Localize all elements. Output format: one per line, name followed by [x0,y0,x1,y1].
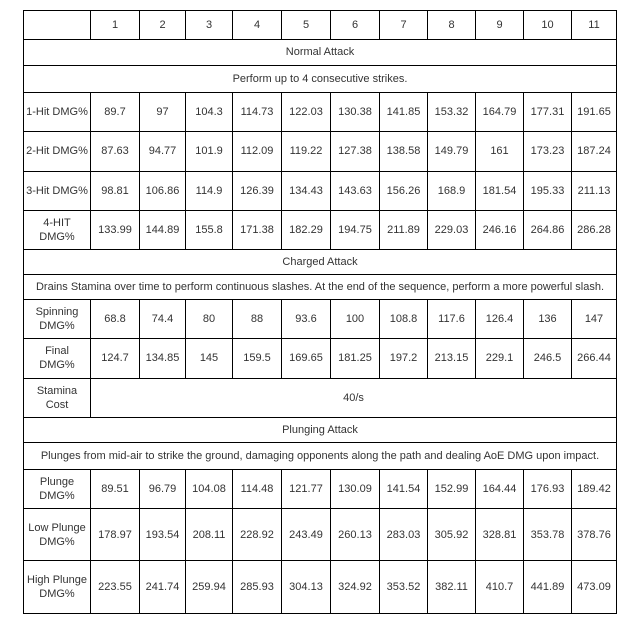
value-cell: 193.54 [140,508,186,561]
table-row [24,210,617,249]
level-header: 9 [476,11,524,40]
value-cell: 141.85 [380,92,428,131]
value-cell: 410.7 [476,561,524,614]
section-title-row [24,418,617,443]
level-header: 5 [282,11,331,40]
table-row [24,299,617,338]
value-cell: 114.9 [186,171,233,210]
normal-attack-title: Normal Attack [24,40,617,65]
normal-attack-description: Perform up to 4 consecutive strikes. [24,65,617,92]
value-cell: 156.26 [380,171,428,210]
level-header: 3 [186,11,233,40]
section-title-row [24,40,617,65]
value-cell: 473.09 [572,561,617,614]
value-cell: 266.44 [572,339,617,378]
section-desc-row [24,443,617,469]
value-cell: 195.33 [524,171,572,210]
value-cell: 141.54 [380,469,428,508]
value-cell: 134.43 [282,171,331,210]
value-cell: 144.89 [140,210,186,249]
value-cell: 134.85 [140,339,186,378]
row-label: Stamina Cost [24,378,91,417]
value-cell: 104.08 [186,469,233,508]
value-cell: 117.6 [428,299,476,338]
value-cell: 145 [186,339,233,378]
level-header: 1 [91,11,140,40]
table-row [24,561,617,614]
plunging-attack-title: Plunging Attack [24,418,617,443]
value-cell: 96.79 [140,469,186,508]
value-cell: 211.89 [380,210,428,249]
value-cell: 286.28 [572,210,617,249]
level-header: 6 [331,11,380,40]
value-cell: 178.97 [91,508,140,561]
value-cell: 208.11 [186,508,233,561]
level-header: 7 [380,11,428,40]
value-cell: 133.99 [91,210,140,249]
level-header: 2 [140,11,186,40]
value-cell: 121.77 [282,469,331,508]
value-cell: 378.76 [572,508,617,561]
value-cell: 187.24 [572,132,617,171]
value-cell: 149.79 [428,132,476,171]
row-label: 2-Hit DMG% [24,132,91,171]
table-row [24,92,617,131]
value-cell: 241.74 [140,561,186,614]
row-label: Final DMG% [24,339,91,378]
value-cell: 130.09 [331,469,380,508]
value-cell: 104.3 [186,92,233,131]
value-cell: 189.42 [572,469,617,508]
value-cell: 80 [186,299,233,338]
value-cell: 87.63 [91,132,140,171]
value-cell: 68.8 [91,299,140,338]
value-cell: 119.22 [282,132,331,171]
table-row [24,508,617,561]
value-cell: 122.03 [282,92,331,131]
value-cell: 223.55 [91,561,140,614]
table-row [24,132,617,171]
stamina-cost-value: 40/s [91,378,617,417]
level-header: 8 [428,11,476,40]
section-desc-row [24,274,617,299]
value-cell: 161 [476,132,524,171]
row-label: 3-Hit DMG% [24,171,91,210]
value-cell: 89.51 [91,469,140,508]
value-cell: 194.75 [331,210,380,249]
value-cell: 94.77 [140,132,186,171]
row-label: 1-Hit DMG% [24,92,91,131]
level-header: 11 [572,11,617,40]
value-cell: 171.38 [233,210,282,249]
row-label: Plunge DMG% [24,469,91,508]
value-cell: 126.39 [233,171,282,210]
value-cell: 173.23 [524,132,572,171]
value-cell: 181.25 [331,339,380,378]
header-corner-cell [24,11,91,40]
value-cell: 353.52 [380,561,428,614]
table-row [24,171,617,210]
value-cell: 168.9 [428,171,476,210]
value-cell: 169.65 [282,339,331,378]
talent-scaling-table [23,10,617,614]
level-header: 4 [233,11,282,40]
value-cell: 441.89 [524,561,572,614]
row-label: Spinning DMG% [24,299,91,338]
charged-attack-description: Drains Stamina over time to perform continuous slashes. At the end of the sequence, perform a more powerful slash. [24,274,617,299]
table-row [24,378,617,417]
value-cell: 305.92 [428,508,476,561]
value-cell: 100 [331,299,380,338]
value-cell: 114.73 [233,92,282,131]
value-cell: 213.15 [428,339,476,378]
value-cell: 114.48 [233,469,282,508]
value-cell: 97 [140,92,186,131]
value-cell: 324.92 [331,561,380,614]
value-cell: 93.6 [282,299,331,338]
value-cell: 353.78 [524,508,572,561]
value-cell: 89.7 [91,92,140,131]
value-cell: 106.86 [140,171,186,210]
value-cell: 328.81 [476,508,524,561]
value-cell: 153.32 [428,92,476,131]
value-cell: 147 [572,299,617,338]
row-label: 4-HIT DMG% [24,210,91,249]
value-cell: 126.4 [476,299,524,338]
value-cell: 197.2 [380,339,428,378]
value-cell: 138.58 [380,132,428,171]
value-cell: 164.79 [476,92,524,131]
value-cell: 191.65 [572,92,617,131]
value-cell: 101.9 [186,132,233,171]
value-cell: 98.81 [91,171,140,210]
value-cell: 304.13 [282,561,331,614]
value-cell: 74.4 [140,299,186,338]
value-cell: 164.44 [476,469,524,508]
value-cell: 259.94 [186,561,233,614]
section-title-row [24,250,617,274]
value-cell: 159.5 [233,339,282,378]
value-cell: 229.03 [428,210,476,249]
row-label: Low Plunge DMG% [24,508,91,561]
value-cell: 155.8 [186,210,233,249]
value-cell: 285.93 [233,561,282,614]
value-cell: 228.92 [233,508,282,561]
value-cell: 152.99 [428,469,476,508]
value-cell: 176.93 [524,469,572,508]
value-cell: 181.54 [476,171,524,210]
value-cell: 243.49 [282,508,331,561]
plunging-attack-description: Plunges from mid-air to strike the ground, damaging opponents along the path and dealing AoE DMG upon impact. [24,443,617,469]
charged-attack-title: Charged Attack [24,250,617,274]
value-cell: 124.7 [91,339,140,378]
value-cell: 108.8 [380,299,428,338]
header-row [24,11,617,40]
table-row [24,469,617,508]
value-cell: 229.1 [476,339,524,378]
level-header: 10 [524,11,572,40]
value-cell: 246.5 [524,339,572,378]
section-desc-row [24,65,617,92]
value-cell: 382.11 [428,561,476,614]
row-label: High Plunge DMG% [24,561,91,614]
value-cell: 130.38 [331,92,380,131]
value-cell: 88 [233,299,282,338]
value-cell: 182.29 [282,210,331,249]
value-cell: 246.16 [476,210,524,249]
value-cell: 127.38 [331,132,380,171]
value-cell: 143.63 [331,171,380,210]
value-cell: 260.13 [331,508,380,561]
value-cell: 264.86 [524,210,572,249]
value-cell: 283.03 [380,508,428,561]
value-cell: 136 [524,299,572,338]
value-cell: 112.09 [233,132,282,171]
value-cell: 177.31 [524,92,572,131]
value-cell: 211.13 [572,171,617,210]
table-row [24,339,617,378]
